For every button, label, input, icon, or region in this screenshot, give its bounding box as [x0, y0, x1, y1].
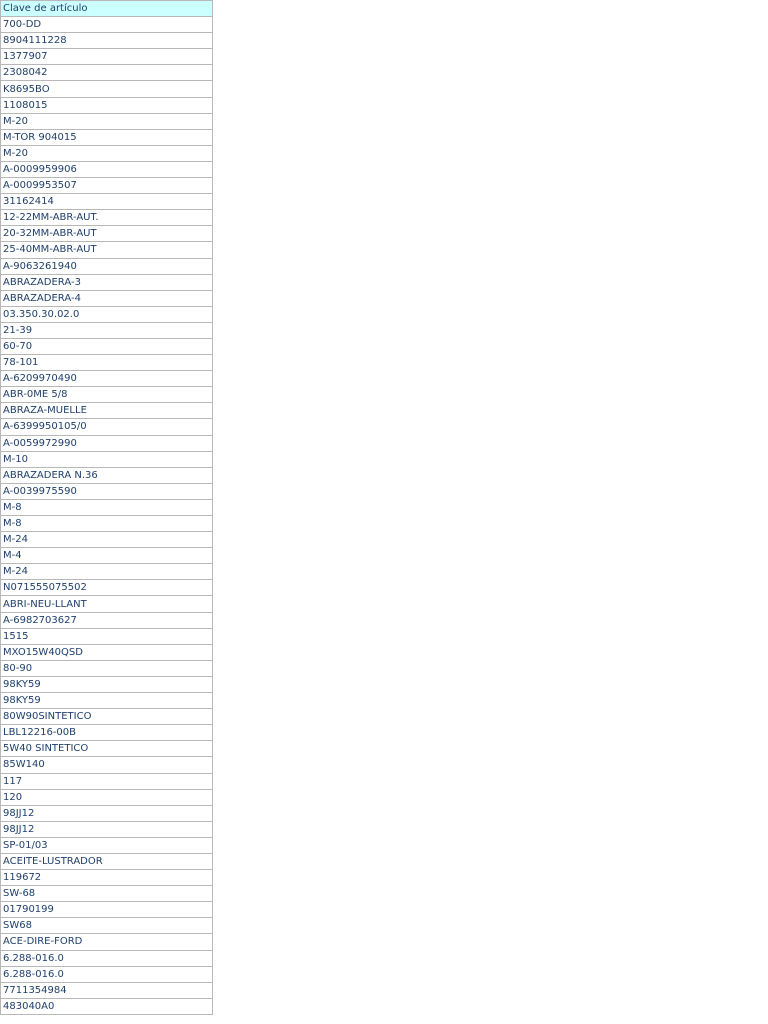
article-code-cell[interactable]: ACE-DIRE-FORD — [1, 934, 213, 950]
article-code-cell[interactable]: 7711354984 — [1, 982, 213, 998]
table-row — [1, 660, 213, 676]
article-code-cell[interactable]: 20-32MM-ABR-AUT — [1, 226, 213, 242]
table-row — [1, 419, 213, 435]
table-row — [1, 741, 213, 757]
table-row — [1, 612, 213, 628]
article-code-cell[interactable]: M-8 — [1, 516, 213, 532]
article-code-cell[interactable]: 5W40 SINTETICO — [1, 741, 213, 757]
article-code-cell[interactable]: M-TOR 904015 — [1, 129, 213, 145]
article-code-cell[interactable]: 12-22MM-ABR-AUT. — [1, 210, 213, 226]
table-row — [1, 338, 213, 354]
article-code-cell[interactable]: 98JJ12 — [1, 805, 213, 821]
article-code-cell[interactable]: A-0009953507 — [1, 178, 213, 194]
article-code-cell[interactable]: M-4 — [1, 548, 213, 564]
table-row — [1, 97, 213, 113]
table-row — [1, 387, 213, 403]
table-row — [1, 821, 213, 837]
table-row — [1, 918, 213, 934]
table-row — [1, 837, 213, 853]
table-row — [1, 950, 213, 966]
article-code-cell[interactable]: 6.288-016.0 — [1, 966, 213, 982]
table-row — [1, 789, 213, 805]
article-code-cell[interactable]: SP-01/03 — [1, 837, 213, 853]
article-code-cell[interactable]: A-0039975590 — [1, 483, 213, 499]
table-row — [1, 676, 213, 692]
table-row — [1, 258, 213, 274]
article-code-cell[interactable]: A-9063261940 — [1, 258, 213, 274]
table-row — [1, 628, 213, 644]
table-row — [1, 17, 213, 33]
table-row — [1, 982, 213, 998]
article-code-cell[interactable]: 85W140 — [1, 757, 213, 773]
article-code-cell[interactable]: 01790199 — [1, 902, 213, 918]
table-row — [1, 355, 213, 371]
table-row — [1, 194, 213, 210]
article-code-cell[interactable]: K8695BO — [1, 81, 213, 97]
table-row — [1, 499, 213, 515]
article-code-cell[interactable]: 98KY59 — [1, 676, 213, 692]
article-code-cell[interactable]: 80-90 — [1, 660, 213, 676]
article-code-cell[interactable]: 1108015 — [1, 97, 213, 113]
table-row — [1, 580, 213, 596]
article-code-cell[interactable]: 78-101 — [1, 355, 213, 371]
article-code-cell[interactable]: ABRI-NEU-LLANT — [1, 596, 213, 612]
article-code-cell[interactable]: 120 — [1, 789, 213, 805]
article-code-cell[interactable]: 31162414 — [1, 194, 213, 210]
table-row — [1, 210, 213, 226]
table-row — [1, 773, 213, 789]
table-row — [1, 934, 213, 950]
article-code-cell[interactable]: M-10 — [1, 451, 213, 467]
column-header-clave-articulo[interactable]: Clave de artículo — [1, 1, 213, 17]
article-code-cell[interactable]: 25-40MM-ABR-AUT — [1, 242, 213, 258]
article-code-cell[interactable]: A-6399950105/0 — [1, 419, 213, 435]
article-code-cell[interactable]: SW-68 — [1, 886, 213, 902]
article-code-cell[interactable]: M-24 — [1, 532, 213, 548]
table-row — [1, 161, 213, 177]
table-body — [1, 17, 213, 1015]
table-row — [1, 33, 213, 49]
article-code-cell[interactable]: 98JJ12 — [1, 821, 213, 837]
header-row — [1, 1, 213, 17]
article-code-cell[interactable]: 1377907 — [1, 49, 213, 65]
table-row — [1, 644, 213, 660]
article-code-cell[interactable]: SW68 — [1, 918, 213, 934]
article-code-cell[interactable]: 60-70 — [1, 338, 213, 354]
article-code-cell[interactable]: ABRAZADERA-3 — [1, 274, 213, 290]
table-row — [1, 693, 213, 709]
table-row — [1, 242, 213, 258]
article-code-cell[interactable]: 6.288-016.0 — [1, 950, 213, 966]
article-code-cell[interactable]: ABRAZADERA N.36 — [1, 467, 213, 483]
article-code-table — [0, 0, 213, 1015]
table-row — [1, 435, 213, 451]
table-row — [1, 853, 213, 869]
article-code-cell[interactable]: 700-DD — [1, 17, 213, 33]
table-row — [1, 596, 213, 612]
article-code-cell[interactable]: ABR-0ME 5/8 — [1, 387, 213, 403]
table-row — [1, 451, 213, 467]
table-row — [1, 483, 213, 499]
article-code-cell[interactable]: A-0059972990 — [1, 435, 213, 451]
table-row — [1, 870, 213, 886]
table-row — [1, 532, 213, 548]
article-code-cell[interactable]: 119672 — [1, 870, 213, 886]
table-row — [1, 886, 213, 902]
table-row — [1, 725, 213, 741]
article-code-cell[interactable]: A-6982703627 — [1, 612, 213, 628]
article-code-cell[interactable]: ABRAZADERA-4 — [1, 290, 213, 306]
article-code-cell[interactable]: 03.350.30.02.0 — [1, 306, 213, 322]
article-code-cell[interactable]: A-0009959906 — [1, 161, 213, 177]
table-row — [1, 757, 213, 773]
table-row — [1, 306, 213, 322]
article-code-cell[interactable]: A-6209970490 — [1, 371, 213, 387]
article-code-cell[interactable]: 2308042 — [1, 65, 213, 81]
table-row — [1, 403, 213, 419]
table-row — [1, 113, 213, 129]
article-code-cell[interactable]: M-24 — [1, 564, 213, 580]
article-code-cell[interactable]: M-20 — [1, 113, 213, 129]
table-row — [1, 998, 213, 1014]
article-code-cell[interactable]: ACEITE-LUSTRADOR — [1, 853, 213, 869]
table-row — [1, 564, 213, 580]
table-row — [1, 178, 213, 194]
table-row — [1, 709, 213, 725]
article-code-cell[interactable]: ABRAZA-MUELLE — [1, 403, 213, 419]
table-row — [1, 371, 213, 387]
table-row — [1, 966, 213, 982]
article-code-cell[interactable]: 483040A0 — [1, 998, 213, 1014]
table-row — [1, 548, 213, 564]
table-row — [1, 49, 213, 65]
table-row — [1, 65, 213, 81]
article-code-cell[interactable]: 98KY59 — [1, 693, 213, 709]
table-row — [1, 226, 213, 242]
table-row — [1, 467, 213, 483]
article-code-cell[interactable]: 8904111228 — [1, 33, 213, 49]
table-row — [1, 145, 213, 161]
table-row — [1, 274, 213, 290]
article-code-cell[interactable]: 1515 — [1, 628, 213, 644]
table-row — [1, 322, 213, 338]
article-code-cell[interactable]: M-8 — [1, 499, 213, 515]
article-code-cell[interactable]: 117 — [1, 773, 213, 789]
article-code-cell[interactable]: N071555075502 — [1, 580, 213, 596]
table-row — [1, 805, 213, 821]
article-code-cell[interactable]: LBL12216-00B — [1, 725, 213, 741]
article-code-cell[interactable]: 21-39 — [1, 322, 213, 338]
table-row — [1, 129, 213, 145]
article-code-cell[interactable]: MXO15W40QSD — [1, 644, 213, 660]
article-code-cell[interactable]: 80W90SINTETICO — [1, 709, 213, 725]
table-row — [1, 290, 213, 306]
table-row — [1, 902, 213, 918]
table-row — [1, 81, 213, 97]
table-row — [1, 516, 213, 532]
article-code-cell[interactable]: M-20 — [1, 145, 213, 161]
